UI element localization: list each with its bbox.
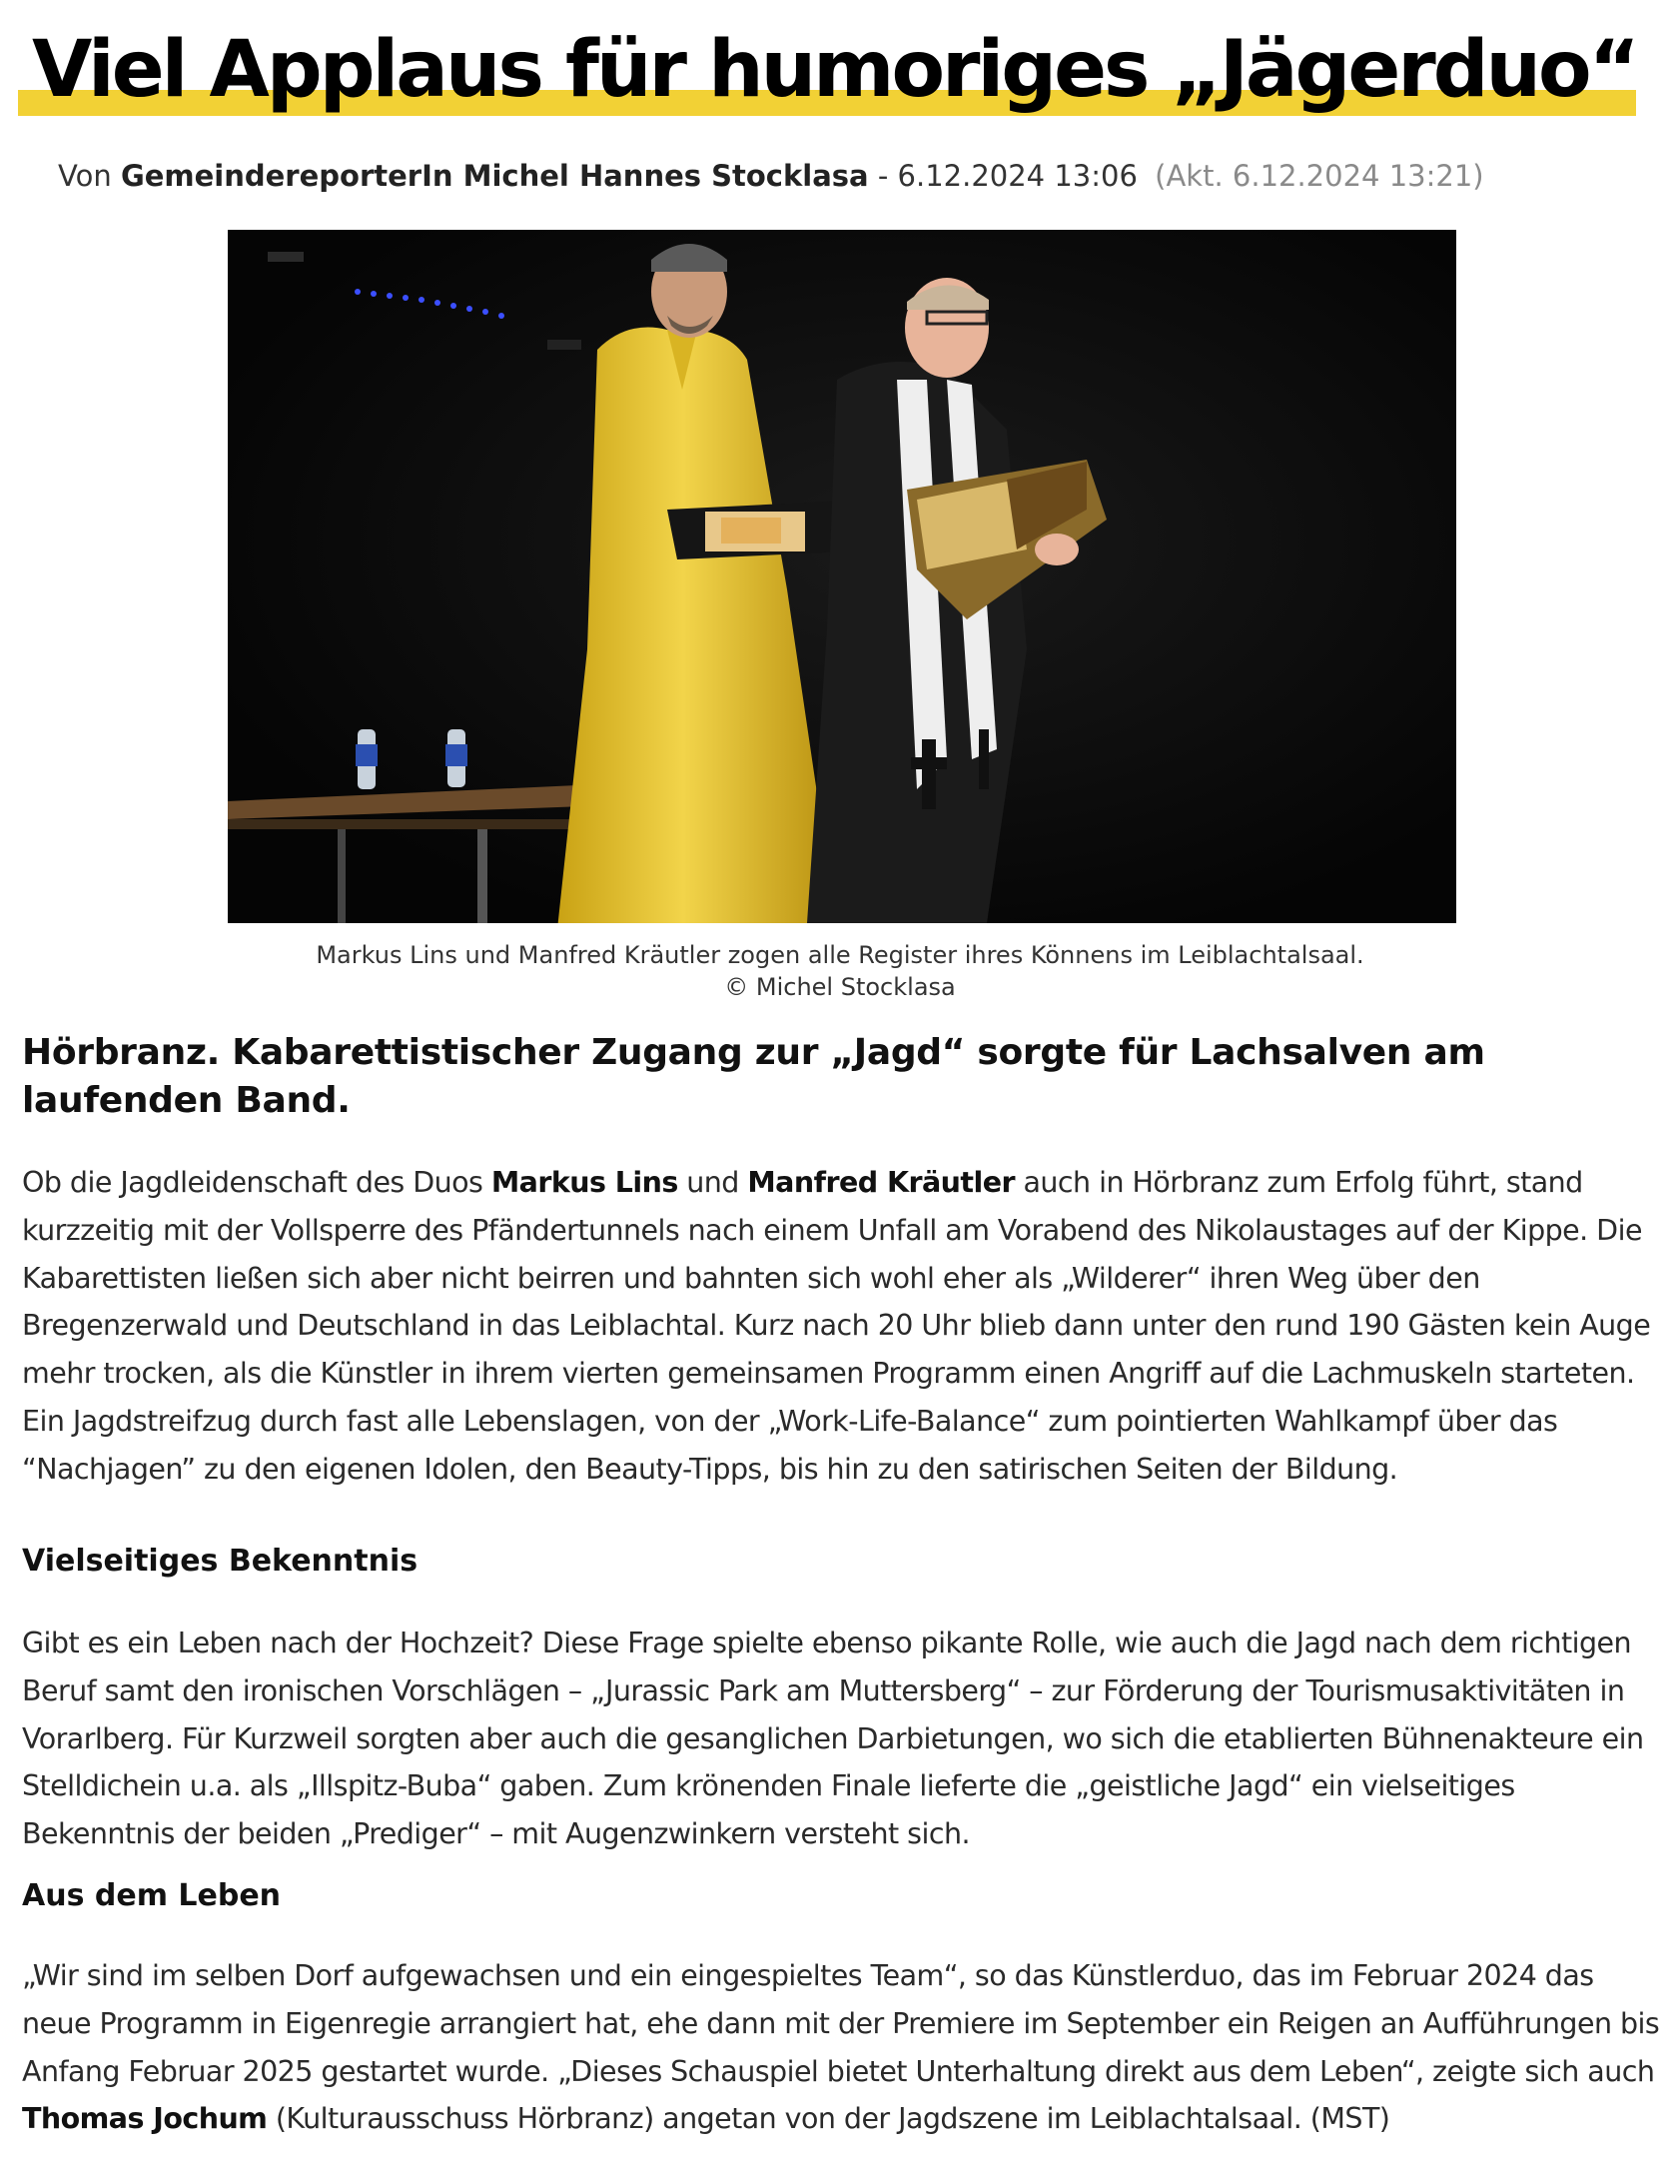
paragraph-3-text-a: „Wir sind im selben Dorf aufgewachsen und ein eingespieltes Team“, so das Künstlerduo, das im Februar 2024 das neue Programm in Eigenregie arrangiert hat, ehe dann mit der Premiere im September ein Reigen an Aufführungen bis Anfang Februar 2025 gestartet wurde. „Dieses Schauspiel bietet Unterhaltung direkt aus dem Leben“, zeigte sich auch xyxy=(22,1959,1660,2088)
lead-block xyxy=(22,1029,1660,1125)
byline-separator: - xyxy=(877,159,889,193)
paragraph-1-block xyxy=(22,1159,1660,1494)
byline-updated: (Akt. 6.12.2024 13:21) xyxy=(1155,159,1484,193)
photo-caption xyxy=(0,939,1680,1003)
paragraph-1 xyxy=(22,1159,1660,1494)
paragraph-2-block xyxy=(22,1620,1660,1858)
paragraph-1-text-b: und xyxy=(677,1166,748,1199)
subhead-1-block xyxy=(22,1542,1660,1582)
photo-credit: © Michel Stocklasa xyxy=(724,973,956,1001)
paragraph-3 xyxy=(22,1952,1660,2143)
photo-caption-text: Markus Lins und Manfred Kräutler zogen alle Register ihres Könnens im Leiblachtalsaal. xyxy=(316,941,1364,969)
byline-author[interactable]: GemeindereporterIn Michel Hannes Stocklasa xyxy=(120,159,869,193)
subheading-vielseitiges-bekenntnis: Vielseitiges Bekenntnis xyxy=(22,1544,419,1579)
person-manfred-kraeutler: Manfred Kräutler xyxy=(747,1166,1015,1199)
paragraph-1-text-c: auch in Hörbranz zum Erfolg führt, stand kurzzeitig mit der Vollsperre des Pfändertunnels nach einem Unfall am Vorabend des Nikolaustages auf der Kippe. Die Kabarettisten ließen sich aber nicht beirren und bahnten sich wohl eher als „Wilderer“ ihren Weg über den Bregenzerwald und Deutschland in das Leiblachtal. Kurz nach 20 Uhr blieb dann unter den rund 190 Gästen kein Auge mehr trocken, als die Künstler in ihrem vierten gemeinsamen Programm einen Angriff auf die Lachmuskeln starteten. Ein Jagdstreifzug durch fast alle Lebenslagen, von der „Work-Life-Balance“ zum pointierten Wahlkampf über das “Nachjagen” zu den eigenen Idolen, den Beauty-Tipps, bis hin zu den satirischen Seiten der Bildung. xyxy=(22,1166,1651,1486)
article-lead: Hörbranz. Kabarettistischer Zugang zur „Jagd“ sorgte für Lachsalven am laufenden Band. xyxy=(22,1032,1485,1121)
paragraph-2: Gibt es ein Leben nach der Hochzeit? Diese Frage spielte ebenso pikante Rolle, wie auch die Jagd nach dem richtigen Beruf samt den ironischen Vorschlägen – „Jurassic Park am Muttersberg“ – zur Förderung der Tourismusaktivitäten in Vorarlberg. Für Kurzweil sorgten aber auch die gesanglichen Darbietungen, wo sich die etablierten Bühnenakteure ein Stelldichein u.a. als „Illspitz-Buba“ gaben. Zum krönenden Finale lieferte die „geistliche Jagd“ ein vielseitiges Bekenntnis der beiden „Prediger“ – mit Augenzwinkern versteht sich. xyxy=(22,1627,1644,1851)
person-thomas-jochum: Thomas Jochum xyxy=(22,2102,268,2136)
person-markus-lins: Markus Lins xyxy=(490,1166,678,1199)
paragraph-3-block xyxy=(22,1952,1660,2143)
byline-date: 6.12.2024 13:06 xyxy=(897,159,1138,193)
headline-block xyxy=(18,18,1636,128)
paragraph-3-text-b: (Kulturausschuss Hörbranz) angetan von der Jagdszene im Leiblachtalsaal. (MST) xyxy=(267,2102,1390,2136)
page-title: Viel Applaus für humoriges „Jägerduo“ xyxy=(32,25,1637,115)
paragraph-1-text-a: Ob die Jagdleidenschaft des Duos xyxy=(22,1166,491,1199)
article-photo[interactable] xyxy=(228,230,1456,923)
subhead-2-block xyxy=(22,1876,1660,1916)
stage-photo-illustration xyxy=(228,230,1456,923)
subheading-aus-dem-leben: Aus dem Leben xyxy=(22,1878,282,1913)
byline xyxy=(58,156,1484,196)
byline-prefix: Von xyxy=(58,159,112,193)
